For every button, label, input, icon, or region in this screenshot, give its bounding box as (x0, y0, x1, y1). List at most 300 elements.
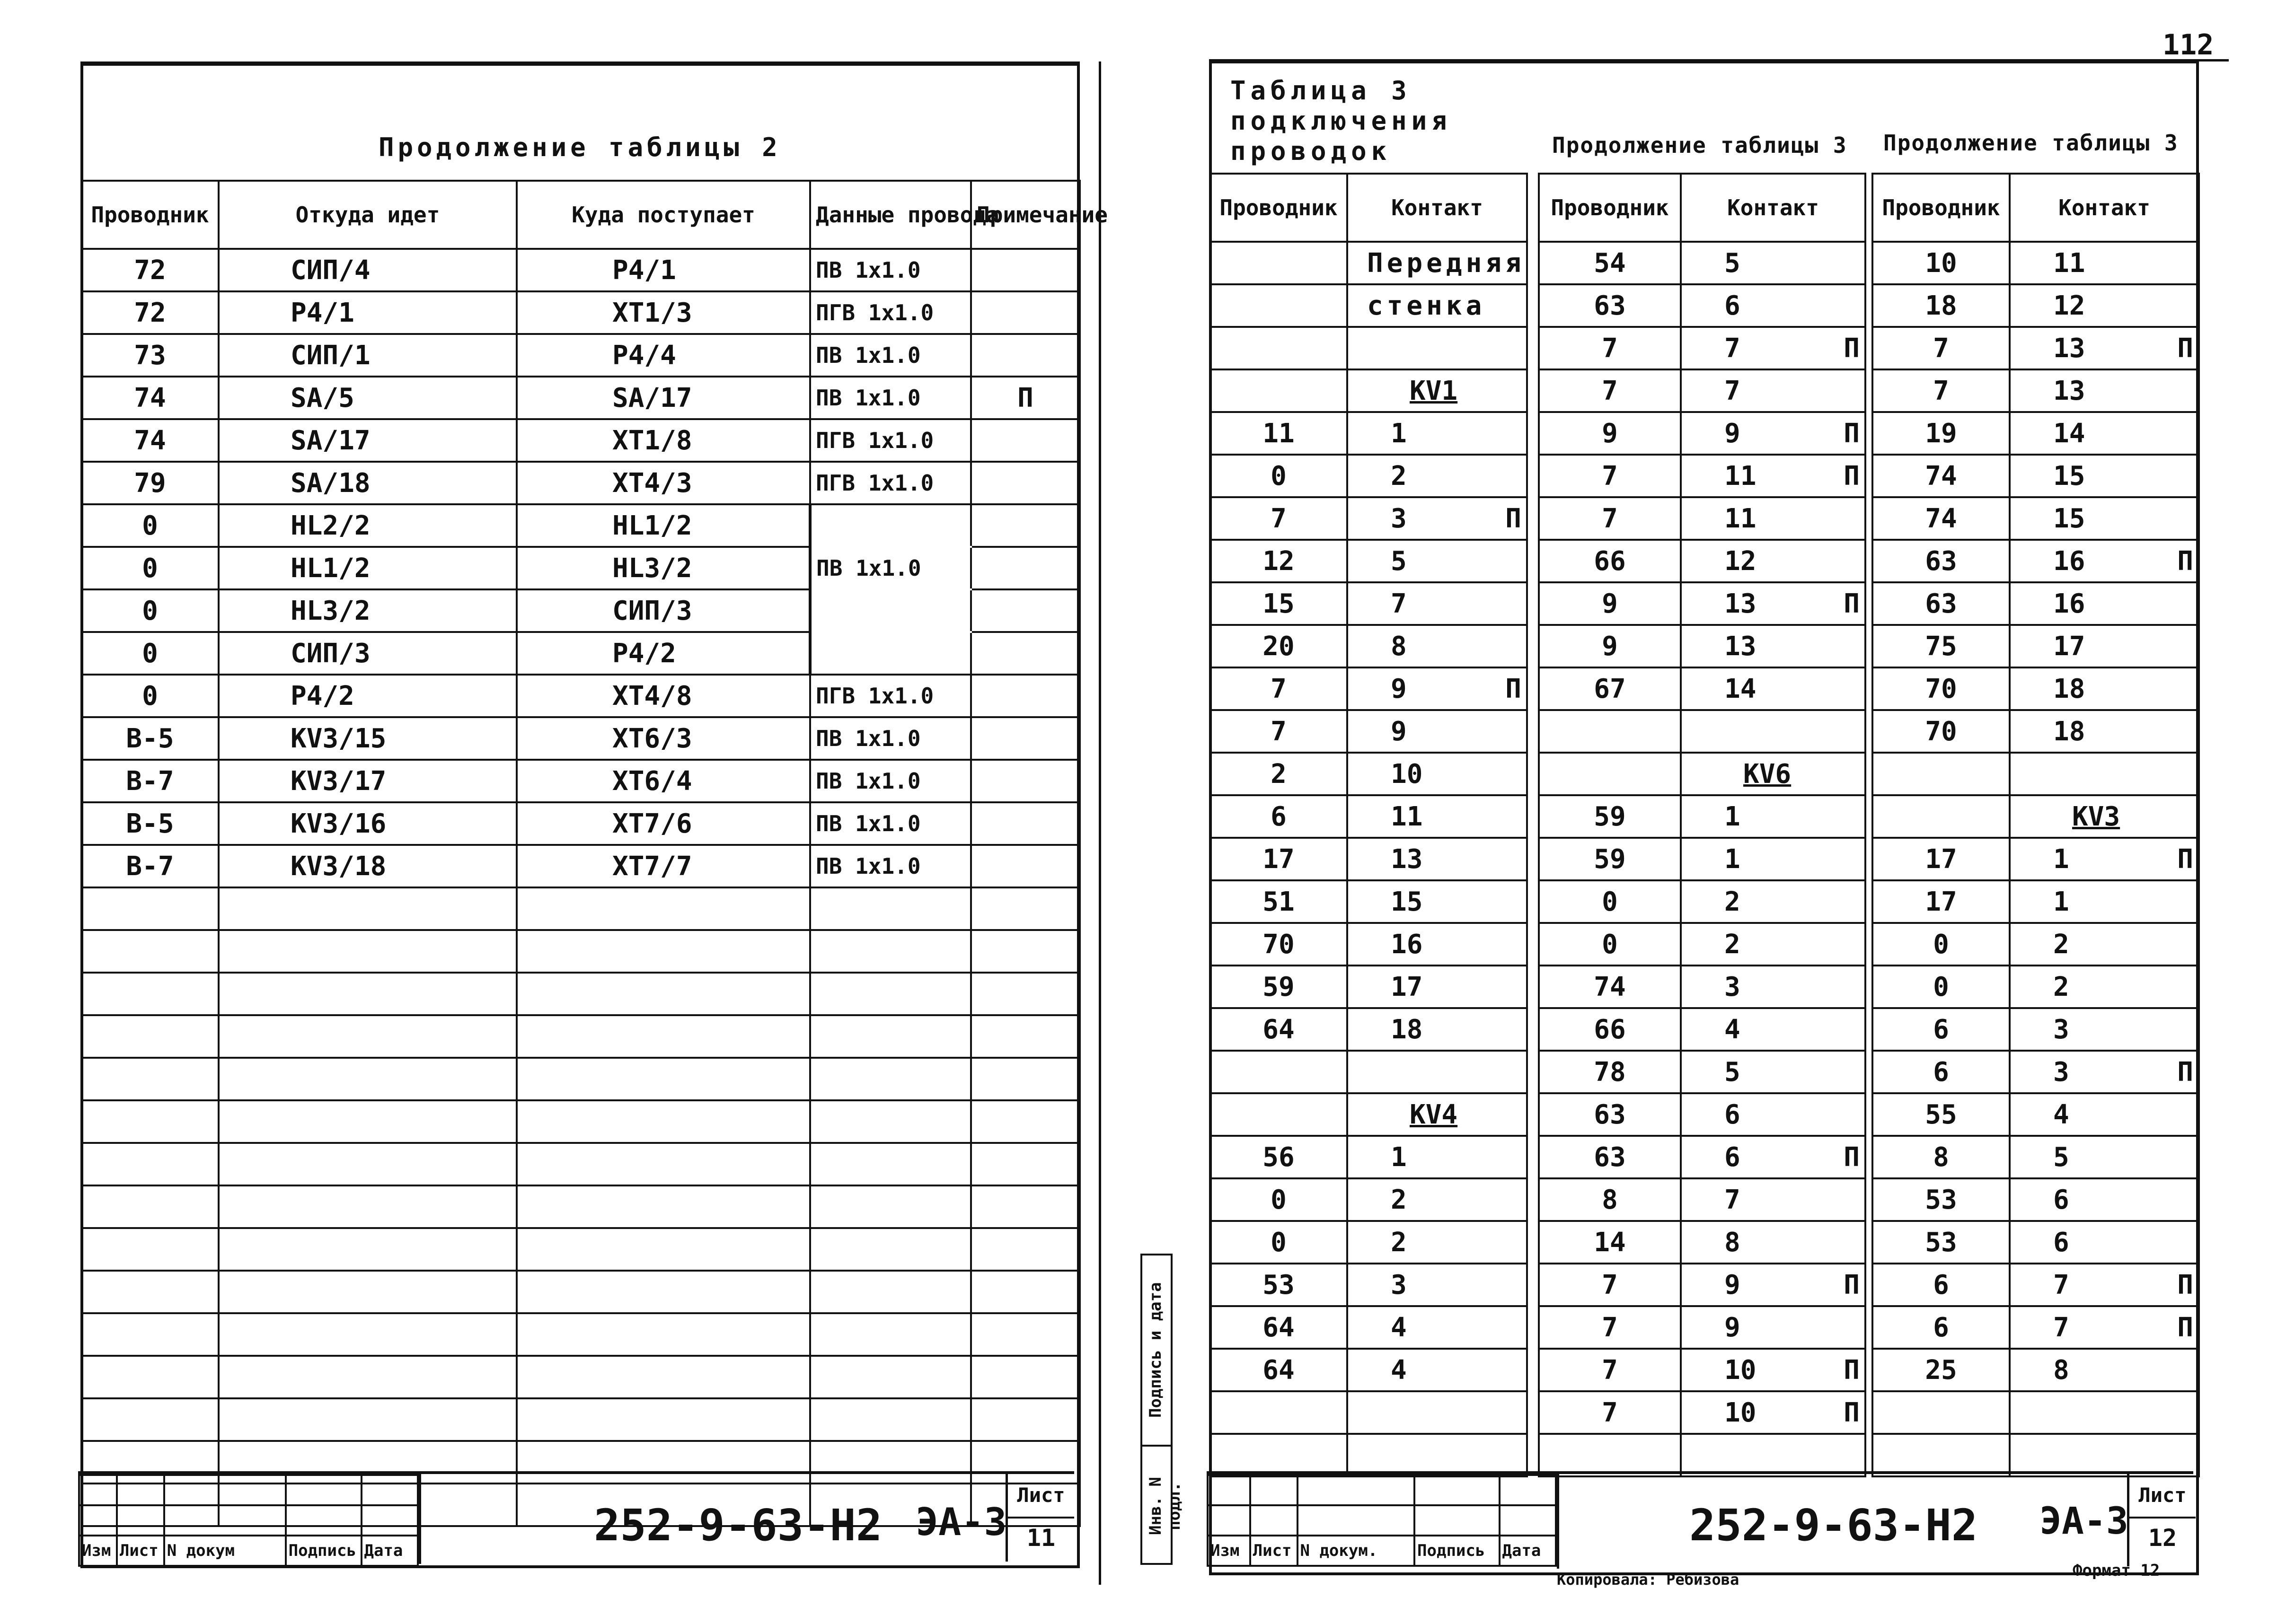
right-table-part-3 (1871, 173, 2200, 1477)
table-row (1210, 753, 1527, 795)
wire-cell: 64 (1210, 1349, 1347, 1391)
wire-cell: 7 (1539, 369, 1681, 412)
contact-value: 6 (1724, 1099, 1740, 1130)
right-table-part-2 (1538, 173, 1866, 1477)
wire-cell: 19 (1872, 412, 2010, 455)
wire-cell: 75 (1872, 625, 2010, 667)
contact-cell (1681, 795, 1865, 838)
table-row (1210, 1391, 1527, 1434)
note-mark: П (1844, 1397, 1860, 1428)
table-row (1210, 1349, 1527, 1391)
table-row (1210, 625, 1527, 667)
contact-cell (1347, 540, 1527, 582)
table-cell: ХТ6/3 (517, 717, 810, 760)
contact-cell (1347, 1093, 1527, 1136)
contact-cell (1681, 1008, 1865, 1051)
wire-cell: 64 (1210, 1306, 1347, 1349)
table-row (1872, 540, 2199, 582)
table-row (1539, 966, 1865, 1008)
table-row (1210, 880, 1527, 923)
table-cell: ХТ4/8 (517, 675, 810, 717)
wire-cell (1539, 710, 1681, 753)
table-row (1872, 838, 2199, 880)
contact-cell (2010, 1264, 2199, 1306)
wire-cell: 70 (1872, 667, 2010, 710)
contact-cell (1681, 1136, 1865, 1178)
table-row (1539, 710, 1865, 753)
table-cell: ХТ7/6 (517, 802, 810, 845)
contact-value: 13 (2053, 375, 2085, 406)
wire-cell: 15 (1210, 582, 1347, 625)
wire-cell: 7 (1539, 327, 1681, 369)
table-cell: ПВ 1х1.0 (810, 377, 971, 419)
table-row (1539, 242, 1865, 284)
table-row (1210, 1178, 1527, 1221)
side-label-divider (1142, 1445, 1171, 1447)
table-row (1210, 1008, 1527, 1051)
table-cell: В-5 (81, 717, 219, 760)
right-cont-title-2: Продолжение таблицы 3 (1883, 130, 2179, 156)
contact-cell (1681, 1349, 1865, 1391)
table-cell (219, 1271, 517, 1313)
contact-value: 10 (1391, 758, 1423, 790)
table-row (1210, 582, 1527, 625)
contact-value: 8 (1724, 1227, 1740, 1258)
wire-cell: 0 (1872, 966, 2010, 1008)
contact-value: 6 (1724, 290, 1740, 321)
table-row (1539, 1221, 1865, 1264)
contact-cell (2010, 455, 2199, 497)
contact-cell (1681, 1434, 1865, 1476)
contact-cell (2010, 838, 2199, 880)
contact-value: 9 (1391, 716, 1407, 747)
contact-value: 4 (1391, 1312, 1407, 1343)
table-cell: 74 (81, 419, 219, 462)
contact-cell (2010, 795, 2199, 838)
wire-cell: 74 (1872, 455, 2010, 497)
right-side-margin-box (1140, 1254, 1184, 1565)
contact-value: стенка (1367, 290, 1486, 321)
table-cell (517, 1143, 810, 1185)
note-mark: П (2177, 843, 2193, 875)
table-row (81, 845, 1080, 887)
wire-cell: 0 (1210, 455, 1347, 497)
wire-cell (1539, 753, 1681, 795)
table-row (81, 717, 1080, 760)
table-row (1539, 795, 1865, 838)
wire-cell: 10 (1872, 242, 2010, 284)
contact-value: 9 (1391, 673, 1407, 704)
table-cell (219, 1185, 517, 1228)
contact-value: 16 (2053, 545, 2085, 577)
table-row (81, 675, 1080, 717)
table-cell: ХТ1/3 (517, 291, 810, 334)
left-stamp (78, 1471, 1074, 1564)
contact-value: 2 (1391, 460, 1407, 492)
table-row (1539, 1051, 1865, 1093)
right-p2-header-cell: Проводник (1539, 174, 1681, 242)
table-row (1872, 1136, 2199, 1178)
table-cell (810, 1313, 971, 1356)
contact-cell (1681, 923, 1865, 966)
contact-cell (2010, 412, 2199, 455)
left-header-cell: Куда поступает (517, 181, 810, 249)
format-note: Формат 12 (2073, 1561, 2160, 1580)
contact-cell (1681, 1391, 1865, 1434)
table-cell (517, 930, 810, 973)
table-row (1210, 455, 1527, 497)
table-row (1210, 923, 1527, 966)
table-row (81, 419, 1080, 462)
wire-cell (1210, 369, 1347, 412)
contact-value: 15 (2053, 503, 2085, 534)
stamp-label-list: Лист (117, 1536, 164, 1566)
table-cell (971, 675, 1080, 717)
contact-cell (1681, 582, 1865, 625)
contact-cell (2010, 327, 2199, 369)
contact-cell (1347, 1434, 1527, 1476)
table-row (81, 547, 1080, 589)
wire-cell: 74 (1539, 966, 1681, 1008)
table-row (1210, 1306, 1527, 1349)
table-row (1539, 1391, 1865, 1434)
table-cell: KV3/16 (219, 802, 517, 845)
right-table-title: Таблица 3 подключения проводок (1230, 76, 1452, 166)
left-header-cell: Примечание (971, 181, 1080, 249)
contact-cell (1347, 795, 1527, 838)
table-row (81, 760, 1080, 802)
table-cell: СИП/4 (219, 249, 517, 291)
left-sheet-number: 11 (1026, 1524, 1056, 1552)
right-sheet-box (2127, 1474, 2196, 1566)
wire-cell: 7 (1210, 710, 1347, 753)
contact-cell (1347, 284, 1527, 327)
contact-cell (1347, 966, 1527, 1008)
table-cell (517, 887, 810, 930)
contact-cell (1681, 966, 1865, 1008)
wire-cell (1872, 1434, 2010, 1476)
contact-cell (1347, 327, 1527, 369)
wire-cell: 70 (1210, 923, 1347, 966)
table-cell (971, 547, 1080, 589)
left-sheet-label: Лист (1008, 1474, 1074, 1519)
table-cell: 79 (81, 462, 219, 504)
contact-cell (1347, 1178, 1527, 1221)
stamp-divider (419, 1474, 421, 1564)
side-label-signature: Подпись и дата (1146, 1282, 1165, 1418)
table-cell: SA/18 (219, 462, 517, 504)
table-row (1872, 966, 2199, 1008)
wire-cell: 56 (1210, 1136, 1347, 1178)
contact-cell (2010, 1306, 2199, 1349)
table-cell (810, 1356, 971, 1398)
contact-value: 16 (1391, 929, 1423, 960)
page-number: 112 (2163, 28, 2214, 61)
table-cell (810, 1185, 971, 1228)
contact-value: 9 (1724, 1269, 1740, 1300)
right-p3-header-cell: Контакт (2010, 174, 2199, 242)
contact-value: 6 (1724, 1141, 1740, 1173)
table-row (1210, 497, 1527, 540)
contact-cell (2010, 1051, 2199, 1093)
table-cell (971, 1271, 1080, 1313)
table-row (81, 1313, 1080, 1356)
contact-cell (1681, 1306, 1865, 1349)
table-row (1872, 284, 2199, 327)
right-p1-header-cell: Проводник (1210, 174, 1347, 242)
r-stamp-divider (1557, 1474, 1559, 1569)
contact-value: 12 (2053, 290, 2085, 321)
contact-cell (1681, 327, 1865, 369)
table-row (1539, 1434, 1865, 1476)
contact-value: 10 (1724, 1354, 1757, 1386)
contact-value: 18 (2053, 673, 2085, 704)
note-mark: П (1505, 673, 1521, 704)
contact-cell (2010, 1008, 2199, 1051)
left-header-cell: Проводник (81, 181, 219, 249)
note-mark: П (2177, 1312, 2193, 1343)
contact-value: 3 (1724, 971, 1740, 1002)
table-cell: В-5 (81, 802, 219, 845)
table-row (1539, 412, 1865, 455)
contact-cell (1681, 753, 1865, 795)
table-row (1539, 540, 1865, 582)
table-cell: HL1/2 (219, 547, 517, 589)
wire-cell: 0 (1539, 880, 1681, 923)
contact-cell (1347, 667, 1527, 710)
table-row (1210, 1434, 1527, 1476)
table-cell (971, 1398, 1080, 1441)
table-cell (810, 1271, 971, 1313)
table-cell: ХТ6/4 (517, 760, 810, 802)
wire-cell: 63 (1539, 284, 1681, 327)
contact-value: 4 (1724, 1014, 1740, 1045)
wire-cell: 0 (1210, 1221, 1347, 1264)
table-cell (971, 930, 1080, 973)
table-cell (81, 1313, 219, 1356)
wire-cell: 63 (1539, 1136, 1681, 1178)
contact-cell (2010, 923, 2199, 966)
table-cell: П (971, 377, 1080, 419)
table-cell: KV3/18 (219, 845, 517, 887)
table-row (1210, 540, 1527, 582)
table-cell (219, 1228, 517, 1271)
contact-cell (2010, 1221, 2199, 1264)
wire-cell (1872, 1391, 2010, 1434)
wire-cell (1872, 753, 2010, 795)
table-cell (971, 760, 1080, 802)
table-cell (81, 1228, 219, 1271)
table-cell: ПГВ 1х1.0 (810, 419, 971, 462)
contact-cell (1681, 540, 1865, 582)
right-sheet-code: ЭА-3 (2039, 1500, 2128, 1543)
table-cell (219, 1100, 517, 1143)
contact-value: 2 (2053, 929, 2069, 960)
wire-cell: 7 (1539, 1264, 1681, 1306)
right-table-part-1 (1209, 173, 1528, 1477)
table-row (1210, 242, 1527, 284)
contact-cell (2010, 540, 2199, 582)
note-mark: П (1505, 503, 1521, 534)
table-cell (810, 632, 971, 675)
table-cell (219, 1356, 517, 1398)
table-row (1872, 795, 2199, 838)
table-row (1210, 1093, 1527, 1136)
wire-cell: 53 (1210, 1264, 1347, 1306)
note-mark: П (2177, 333, 2193, 364)
table-row (1210, 1051, 1527, 1093)
table-row (1210, 838, 1527, 880)
right-sheet-number: 12 (2148, 1524, 2177, 1552)
wire-cell: 78 (1539, 1051, 1681, 1093)
table-cell (517, 1058, 810, 1100)
wire-cell: 9 (1539, 582, 1681, 625)
contact-cell (2010, 1178, 2199, 1221)
table-cell: ПГВ 1х1.0 (810, 675, 971, 717)
table-cell (517, 1313, 810, 1356)
table-row (1872, 1391, 2199, 1434)
table-row (1872, 880, 2199, 923)
contact-cell (1347, 1264, 1527, 1306)
r-stamp-label-date: Дата (1500, 1536, 1556, 1566)
contact-value: 13 (1724, 631, 1757, 662)
right-p3-header-row (1872, 174, 2199, 242)
contact-cell (2010, 1349, 2199, 1391)
wire-cell: 55 (1872, 1093, 2010, 1136)
contact-value: 6 (2053, 1227, 2069, 1258)
table-cell: KV3/15 (219, 717, 517, 760)
table-row (1872, 923, 2199, 966)
note-mark: П (1844, 333, 1860, 364)
contact-cell (2010, 582, 2199, 625)
contact-cell (1681, 497, 1865, 540)
table-row (1210, 795, 1527, 838)
table-row (1539, 1349, 1865, 1391)
contact-cell (1347, 753, 1527, 795)
contact-cell (2010, 242, 2199, 284)
table-row (1539, 582, 1865, 625)
wire-cell: 20 (1210, 625, 1347, 667)
table-cell (81, 1015, 219, 1058)
table-row (1210, 1221, 1527, 1264)
contact-cell (2010, 1434, 2199, 1476)
contact-value: 7 (1724, 333, 1740, 364)
right-cont-title-1: Продолжение таблицы 3 (1552, 132, 1847, 158)
wire-cell: 12 (1210, 540, 1347, 582)
stamp-label-sign: Подпись (286, 1536, 362, 1566)
contact-cell (1681, 455, 1865, 497)
contact-value: 7 (2053, 1312, 2069, 1343)
table-cell: ПВ 1х1.0 (810, 760, 971, 802)
left-header-cell: Откуда идет (219, 181, 517, 249)
wire-cell: 18 (1872, 284, 2010, 327)
contact-cell (1681, 1093, 1865, 1136)
contact-cell (1347, 455, 1527, 497)
table-row (1872, 753, 2199, 795)
left-sheet-code: ЭА-3 (916, 1500, 1007, 1544)
contact-value: KV1 (1410, 375, 1458, 406)
wire-cell: 51 (1210, 880, 1347, 923)
wire-cell: 25 (1872, 1349, 2010, 1391)
contact-value: 7 (1724, 375, 1740, 406)
table-cell: HL3/2 (219, 589, 517, 632)
contact-cell (1347, 1306, 1527, 1349)
right-p2-header-cell: Контакт (1681, 174, 1865, 242)
table-cell (971, 973, 1080, 1015)
table-row (81, 1356, 1080, 1398)
table-row (81, 377, 1080, 419)
table-cell: 0 (81, 589, 219, 632)
wire-cell: 67 (1539, 667, 1681, 710)
contact-cell (1347, 1136, 1527, 1178)
contact-value: 7 (2053, 1269, 2069, 1300)
left-sheet-box (1006, 1474, 1074, 1562)
table-cell (81, 1100, 219, 1143)
table-cell (81, 1398, 219, 1441)
r-stamp-label-izm: Изм (1208, 1536, 1250, 1566)
table-cell (971, 1015, 1080, 1058)
contact-cell (2010, 1391, 2199, 1434)
table-row (1539, 1178, 1865, 1221)
contact-value: 11 (1724, 460, 1757, 492)
table-cell: 0 (81, 547, 219, 589)
wire-cell: 7 (1539, 1391, 1681, 1434)
table-cell: ПВ 1х1.0 (810, 717, 971, 760)
contact-cell (1681, 838, 1865, 880)
contact-value: 5 (1391, 545, 1407, 577)
table-row (1539, 1306, 1865, 1349)
contact-value: 3 (1391, 503, 1407, 534)
table-cell: 0 (81, 632, 219, 675)
wire-cell (1210, 242, 1347, 284)
table-cell: ПГВ 1х1.0 (810, 291, 971, 334)
right-sheet-label: Лист (2129, 1474, 2196, 1519)
table-cell: ХТ7/7 (517, 845, 810, 887)
table-cell (971, 717, 1080, 760)
table-cell (219, 973, 517, 1015)
table-row (1539, 327, 1865, 369)
contact-value: 5 (1724, 247, 1740, 279)
wire-cell: 6 (1872, 1264, 2010, 1306)
contact-value: KV3 (2072, 801, 2120, 832)
table-row (1539, 667, 1865, 710)
contact-cell (1681, 710, 1865, 753)
note-mark: П (1844, 1269, 1860, 1300)
wire-cell: 8 (1872, 1136, 2010, 1178)
contact-cell (2010, 497, 2199, 540)
table-cell: ПВ 1х1.0 (810, 845, 971, 887)
contact-value: 1 (1391, 1141, 1407, 1173)
left-document-code: 252-9-63-Н2 (594, 1500, 883, 1551)
table-cell: ХТ4/3 (517, 462, 810, 504)
contact-value: 18 (1391, 1014, 1423, 1045)
table-cell (810, 1100, 971, 1143)
contact-value: 15 (2053, 460, 2085, 492)
table-cell: СИП/1 (219, 334, 517, 377)
table-row (81, 1058, 1080, 1100)
table-cell (971, 1356, 1080, 1398)
table-row (1872, 625, 2199, 667)
note-mark: П (2177, 1056, 2193, 1088)
table-cell: SA/17 (219, 419, 517, 462)
table-cell (81, 1356, 219, 1398)
contact-value: 7 (1724, 1184, 1740, 1215)
table-row (1872, 1434, 2199, 1476)
table-row (1872, 710, 2199, 753)
table-cell (81, 1058, 219, 1100)
contact-cell (2010, 1093, 2199, 1136)
contact-value: 1 (2053, 886, 2069, 917)
